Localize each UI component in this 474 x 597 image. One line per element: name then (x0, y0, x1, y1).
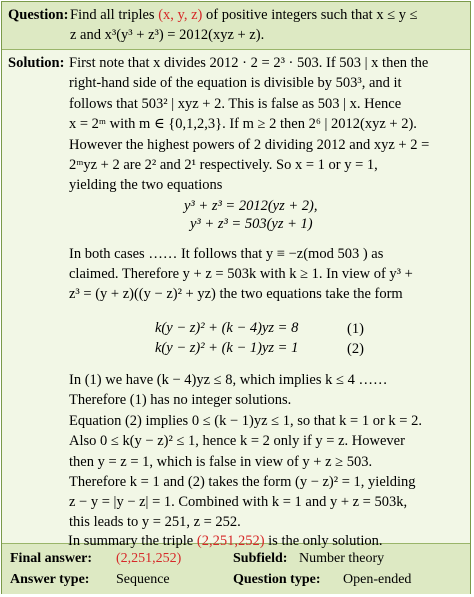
solution-line: right-hand side of the equation is divisible by 503³, and it (69, 75, 402, 91)
solution-line: this leads to y = 251, z = 252. (69, 514, 241, 530)
answer-type-label: Answer type: (10, 572, 90, 587)
solution-line: yielding the two equations (69, 177, 223, 193)
equation-1: y³ + z³ = 2012(yz + 2), (184, 198, 318, 214)
equation-2: y³ + z³ = 503(yz + 1) (190, 216, 313, 232)
solution-line: then y = z = 1, which is false in view of y + z ≥ 503. (69, 454, 373, 470)
equation-4: k(y − z)² + (k − 1)yz = 1 (155, 340, 299, 356)
solution-line: Equation (2) implies 0 ≤ (k − 1)yz ≤ 1, so that k = 1 or k = 2. (69, 413, 422, 429)
question-label: Question: (8, 7, 69, 23)
final-answer-value: (2,251,252) (116, 551, 182, 566)
solution-label: Solution: (8, 55, 65, 71)
question-type-label: Question type: (233, 572, 321, 587)
solution-line: First note that x divides 2012 · 2 = 2³ · 503. If 503 | x then the (69, 55, 429, 71)
solution-line: claimed. Therefore y + z = 503k with k ≥ 1. In view of y³ + (69, 266, 413, 282)
equation-4-number: (2) (347, 341, 364, 357)
subfield-label: Subfield: (233, 551, 288, 566)
summary-text-start: In summary the triple (68, 533, 194, 549)
answer-metadata (2, 543, 470, 594)
question-highlight: (x, y, z) (158, 7, 203, 23)
equation-3: k(y − z)² + (k − 4)yz = 8 (155, 320, 299, 336)
problem-card (1, 1, 471, 594)
question-text-end: of positive integers such that x ≤ y ≤ (206, 7, 418, 23)
solution-line: follows that 503² | xyz + 2. This is false as 503 | x. Hence (69, 96, 402, 112)
solution-line: z³ = (y + z)((y − z)² + yz) the two equations take the form (69, 286, 403, 302)
solution-line: Also 0 ≤ k(y − z)² ≤ 1, hence k = 2 only if y = z. However (69, 433, 405, 449)
answer-type-value: Sequence (116, 572, 170, 587)
summary-line (68, 533, 383, 550)
solution-line: x = 2ᵐ with m ∈ {0,1,2,3}. If m ≥ 2 then 2⁶ | 2012(xyz + 2). (69, 116, 417, 132)
summary-text-end: is the only solution. (268, 533, 383, 549)
solution-line: However the highest powers of 2 dividing 2012 and xyz + 2 = (69, 137, 430, 153)
question-text-start: Find all triples (70, 7, 155, 23)
question-line-1 (70, 7, 418, 24)
final-answer-label: Final answer: (10, 551, 93, 566)
solution-line: In both cases …… It follows that y ≡ −z(mod 503 ) as (69, 246, 384, 262)
solution-line: 2ᵐyz + 2 are 2² and 2¹ respectively. So x = 1 or y = 1, (69, 157, 378, 173)
solution-line: Therefore k = 1 and (2) takes the form (y − z)² = 1, yielding (69, 474, 416, 490)
solution-line: z − y = |y − z| = 1. Combined with k = 1 and y + z = 503k, (69, 494, 408, 510)
summary-highlight: (2,251,252) (196, 533, 265, 549)
question-line-2: z and x³(y³ + z³) = 2012(xyz + z). (70, 27, 265, 43)
subfield-value: Number theory (299, 551, 385, 566)
solution-line: Therefore (1) has no integer solutions. (69, 392, 292, 408)
equation-3-number: (1) (347, 321, 364, 337)
solution-line: In (1) we have (k − 4)yz ≤ 8, which implies k ≤ 4 …… (69, 372, 388, 388)
question-type-value: Open-ended (343, 572, 412, 587)
question-section (2, 2, 470, 50)
